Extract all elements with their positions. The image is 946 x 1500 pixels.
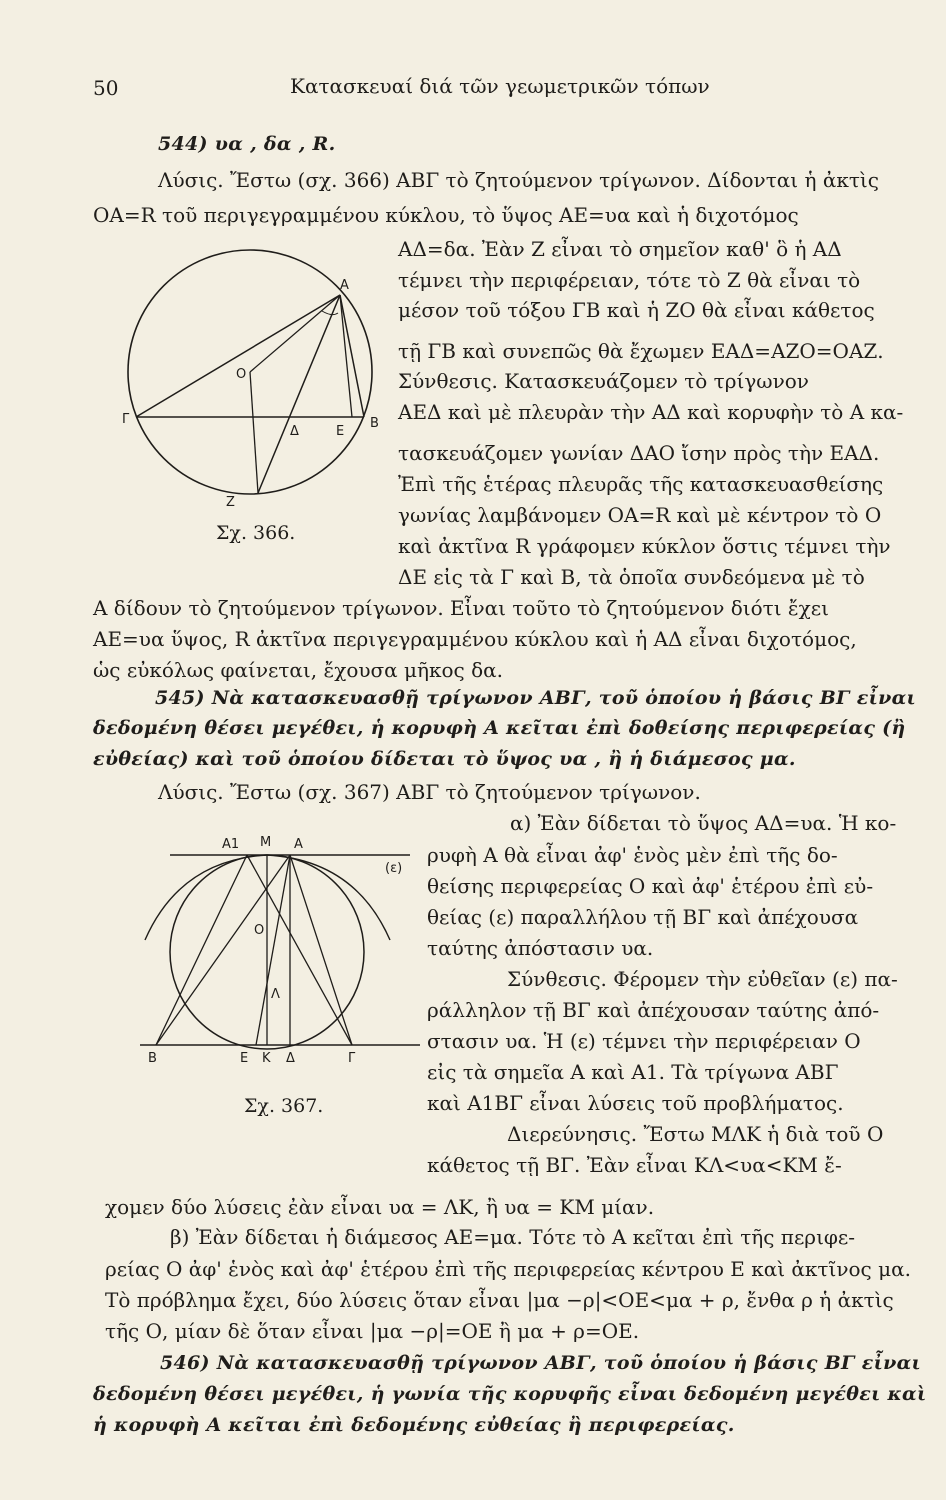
label-e: Ε (336, 424, 345, 439)
p544-line: Λύσις. Ἔστω (σχ. 366) ΑΒΓ τὸ ζητούμενον τρίγωνον. Δίδονται ἡ ἀκτὶς (158, 168, 879, 192)
p545-line: τῆς Ο, μίαν δὲ ὅταν εἶναι |μα −ρ|=ΟΕ ἢ μα + ρ=ΟΕ. (105, 1319, 640, 1343)
p545-line: θείσης περιφερείας Ο καὶ ἀφ' ἑτέρου ἐπὶ εὐ- (427, 874, 874, 898)
radius-oa (250, 295, 340, 372)
p545-line: Διερεύνησις. Ἔστω ΜΛΚ ἡ διὰ τοῦ Ο (507, 1122, 884, 1146)
p544-line: ΑΕ=υα ὕψος, R ἀκτῖνα περιγεγραμμένου κύκλου καὶ ἡ ΑΔ εἶναι διχοτόμος, (93, 627, 857, 651)
p544-line: Α δίδουν τὸ ζητούμενον τρίγωνον. Εἶναι τοῦτο τὸ ζητούμενον διότι ἔχει (93, 596, 829, 620)
label-epsilon: (ε) (385, 861, 403, 876)
side-ab (156, 855, 290, 1045)
segment-oz (250, 372, 258, 493)
label-o: Ο (254, 923, 265, 938)
p545-line: ρυφὴ Α θὰ εἶναι ἀφ' ἑνὸς μὲν ἐπὶ τῆς δο- (427, 843, 838, 867)
p544-line: Ἐπὶ τῆς ἑτέρας πλευρᾶς τῆς κατασκευασθείσης (398, 472, 884, 496)
p545-line: Λύσις. Ἔστω (σχ. 367) ΑΒΓ τὸ ζητούμενον τρίγωνον. (158, 780, 701, 804)
p544-line: τῇ ΓΒ καὶ συνεπῶς θὰ ἔχωμεν ΕΑΔ=ΑΖΟ=ΟΑΖ. (398, 339, 884, 363)
p544-line: τέμνει τὴν περιφέρειαν, τότε τὸ Ζ θὰ εἶναι τὸ (398, 268, 861, 292)
figure-366-caption: Σχ. 366. (216, 522, 296, 544)
p545-line: Σύνθεσις. Φέρομεν τὴν εὐθεῖαν (ε) πα- (507, 967, 898, 991)
median-ae (256, 855, 290, 1045)
arc-right (267, 855, 390, 940)
p544-line: Σύνθεσις. Κατασκευάζομεν τὸ τρίγωνον (398, 369, 809, 393)
p544-line: γωνίας λαμβάνομεν ΟΑ=R καὶ μὲ κέντρον τὸ Ο (398, 503, 882, 527)
problem-546-title: ἡ κορυφὴ Α κεῖται ἐπὶ δεδομένης εὐθείας ἢ περιφερείας. (93, 1414, 735, 1436)
label-d: Δ (286, 1051, 295, 1066)
p545-line: ρείας Ο ἀφ' ἑνὸς καὶ ἀφ' ἑτέρου ἐπὶ τῆς περιφερείας κέντρου Ε καὶ ἀκτῖνος μα. (105, 1257, 911, 1281)
arc-left (145, 855, 267, 940)
page-number: 50 (93, 76, 119, 100)
label-e: Ε (240, 1051, 249, 1066)
problem-545-title: 545) Νὰ κατασκευασθῇ τρίγωνον ΑΒΓ, τοῦ ὁποίου ἡ βάσις ΒΓ εἶναι (155, 687, 917, 709)
p544-line: ὡς εὐκόλως φαίνεται, ἔχουσα μῆκος δα. (93, 658, 504, 682)
side-ab (340, 295, 364, 417)
label-a1: Α1 (222, 837, 240, 852)
label-a: Α (340, 278, 349, 293)
label-k: Κ (262, 1051, 271, 1066)
figure-367 (140, 820, 420, 1066)
label-m: Μ (260, 835, 272, 850)
side-ag (136, 295, 340, 417)
p544-line: καὶ ἀκτῖνα R γράφομεν κύκλον ὅστις τέμνει τὴν (398, 534, 891, 558)
label-z: Ζ (226, 495, 235, 510)
label-g: Γ (348, 1051, 356, 1066)
p544-line: τασκευάζομεν γωνίαν ΔΑΟ ἴσην πρὸς τὴν ΕΑΔ. (398, 441, 880, 465)
running-title: Κατασκευαί διά τῶν γεωμετρικῶν τόπων (290, 74, 710, 98)
p545-line: α) Ἐὰν δίδεται τὸ ὕψος ΑΔ=υα. Ἡ κο- (510, 811, 897, 835)
figure-367-caption: Σχ. 367. (244, 1095, 324, 1117)
p545-line: εἰς τὰ σημεῖα Α καὶ Α1. Τὰ τρίγωνα ΑΒΓ (427, 1060, 839, 1084)
label-g: Γ (122, 412, 130, 427)
p545-line: χομεν δύο λύσεις ἐὰν εἶναι υα = ΛΚ, ἢ υα = ΚΜ μίαν. (105, 1195, 655, 1219)
p545-line: ταύτης ἀπόστασιν υα. (427, 936, 654, 960)
p544-line: ΟΑ=R τοῦ περιγεγραμμένου κύκλου, τὸ ὕψος ΑΕ=υα καὶ ἡ διχοτόμος (93, 203, 799, 227)
problem-545-title: εὐθείας) καὶ τοῦ ὁποίου δίδεται τὸ ὕψος υα , ἢ ἡ διάμεσος μα. (93, 748, 796, 770)
p545-line: καὶ Α1ΒΓ εἶναι λύσεις τοῦ προβλήματος. (427, 1091, 844, 1115)
problem-546-title: 546) Νὰ κατασκευασθῇ τρίγωνον ΑΒΓ, τοῦ ὁποίου ἡ βάσις ΒΓ εἶναι (160, 1352, 922, 1374)
p544-line: μέσον τοῦ τόξου ΓΒ καὶ ἡ ΖΟ θὰ εἶναι κάθετος (398, 298, 875, 322)
bisector-az (258, 295, 340, 493)
p545-line: Τὸ πρόβλημα ἔχει, δύο λύσεις ὅταν εἶναι |μα −ρ|<ΟΕ<μα + ρ, ἔνθα ρ ἡ ἀκτὶς (105, 1288, 894, 1312)
problem-544-title: 544) υα , δα , R. (158, 133, 336, 155)
problem-546-title: δεδομένη θέσει μεγέθει, ἡ γωνία τῆς κορυφῆς εἶναι δεδομένη μεγέθει καὶ (93, 1383, 927, 1405)
label-b: Β (370, 416, 379, 431)
label-o: Ο (236, 367, 247, 382)
p545-line: κάθετος τῇ ΒΓ. Ἐὰν εἶναι ΚΛ<υα<ΚΜ ἔ- (427, 1153, 842, 1177)
p544-line: ΑΕΔ καὶ μὲ πλευρὰν τὴν ΑΔ καὶ κορυφὴν τὸ Α κα- (398, 400, 904, 424)
p544-line: ΑΔ=δα. Ἐὰν Ζ εἶναι τὸ σημεῖον καθ' ὃ ἡ ΑΔ (398, 237, 842, 261)
figure-366 (120, 255, 380, 515)
label-d: Δ (290, 424, 299, 439)
altitude-ae (340, 295, 352, 417)
problem-545-title: δεδομένη θέσει μεγέθει, ἡ κορυφὴ Α κεῖται ἐπὶ δοθείσης περιφερείας (ἢ (93, 717, 906, 739)
angle-mark (322, 311, 338, 315)
p545-line: ράλληλον τῇ ΒΓ καὶ ἀπέχουσαν ταύτης ἀπό- (427, 998, 880, 1022)
label-b: Β (148, 1051, 157, 1066)
label-a: Α (294, 837, 303, 852)
p544-line: ΔΕ εἰς τὰ Γ καὶ Β, τὰ ὁποῖα συνδεόμενα μὲ τὸ (398, 565, 865, 589)
label-l: Λ (271, 987, 280, 1002)
p545-line: θείας (ε) παραλλήλου τῇ ΒΓ καὶ ἀπέχουσα (427, 905, 859, 929)
p545-line: β) Ἐὰν δίδεται ἡ διάμεσος ΑΕ=μα. Τότε τὸ Α κεῖται ἐπὶ τῆς περιφε- (170, 1225, 856, 1249)
p545-line: στασιν υα. Ἡ (ε) τέμνει τὴν περιφέρειαν Ο (427, 1029, 861, 1053)
